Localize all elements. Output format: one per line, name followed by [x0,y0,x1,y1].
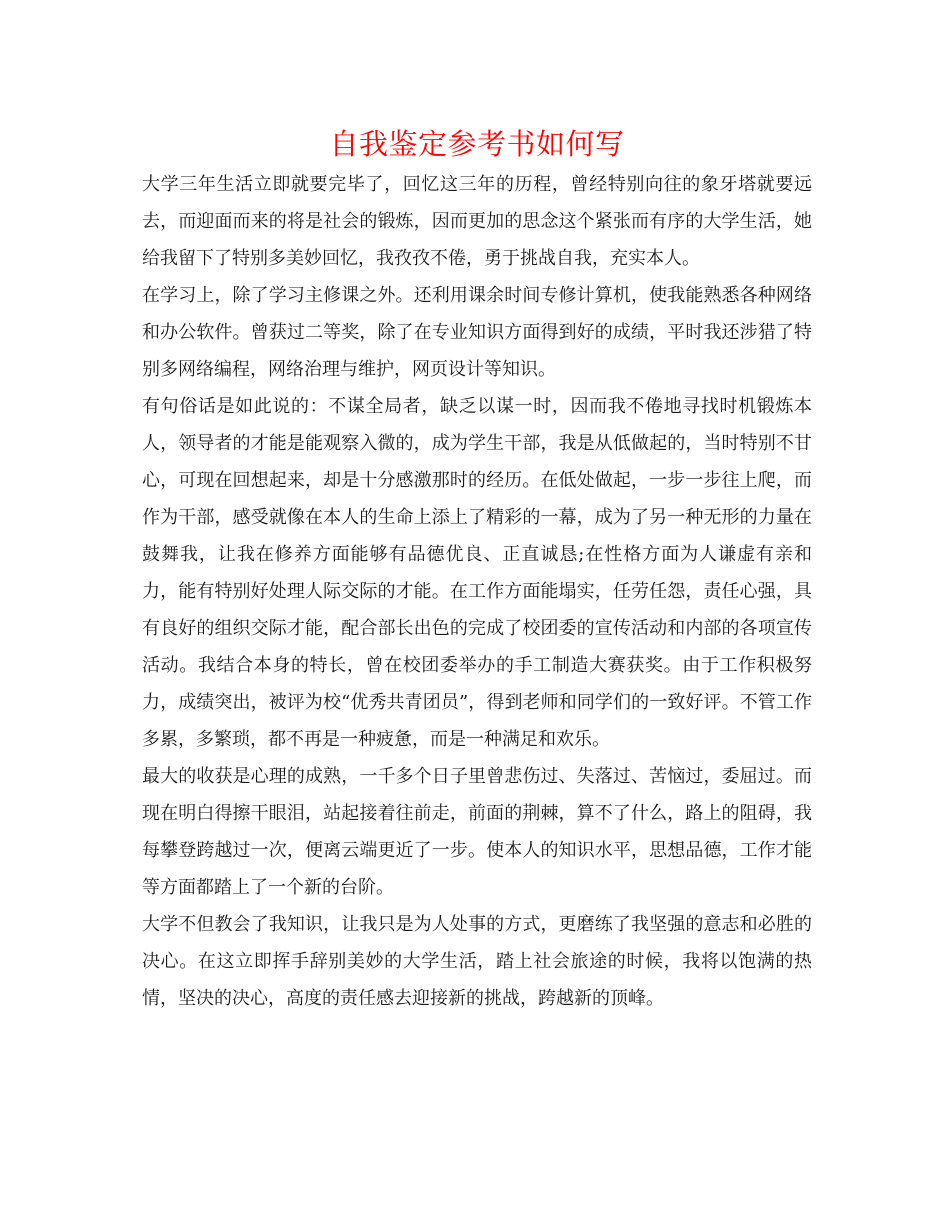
paragraph-conclusion: 大学不但教会了我知识，让我只是为人处事的方式，更磨练了我坚强的意志和必胜的决心。在这立即挥手辞别美妙的大学生活，踏上社会旅途的时候，我将以饱满的热情，坚决的决心，高度的责任感去迎接新的挑战，跨越新的顶峰。 [142,914,812,1009]
paragraph-intro: 大学三年生活立即就要完毕了，回忆这三年的历程，曾经特别向往的象牙塔就要远去，而迎面而来的将是社会的锻炼，因而更加的思念这个紧张而有序的大学生活，她给我留下了特别多美妙回忆，我孜孜不倦，勇于挑战自我，充实本人。 [142,174,812,269]
paragraph-growth: 最大的收获是心理的成熟，一千多个日子里曾悲伤过、失落过、苦恼过，委屈过。而现在明白得擦干眼泪，站起接着往前走，前面的荆棘，算不了什么，路上的阻碍，我每攀登跨越过一次，便离云端更近了一步。使本人的知识水平，思想品德，工作才能等方面都踏上了一个新的台阶。 [142,766,812,898]
paragraph-study: 在学习上，除了学习主修课之外。还利用课余时间专修计算机，使我能熟悉各种网络和办公软件。曾获过二等奖，除了在专业知识方面得到好的成绩，平时我还涉猎了特别多网络编程，网络治理与维护，网页设计等知识。 [142,285,812,380]
document-title: 自我鉴定参考书如何写 [329,127,625,161]
document-content [142,122,812,1017]
paragraph-leadership: 有句俗话是如此说的：不谋全局者，缺乏以谋一时，因而我不倦地寻找时机锻炼本人，领导者的才能是能观察入微的，成为学生干部，我是从低做起的，当时特别不甘心，可现在回想起来，却是十分感激那时的经历。在低处做起，一步一步往上爬，而作为干部，感受就像在本人的生命上添上了精彩的一幕，成为了另一种无形的力量在鼓舞我，让我在修养方面能够有品德优良、正直诚恳;在性格方面为人谦虚有亲和力，能有特别好处理人际交际的才能。在工作方面能塌实，任劳任怨，责任心强，具有良好的组织交际才能，配合部长出色的完成了校团委的宣传活动和内部的各项宣传活动。我结合本身的特长，曾在校团委举办的手工制造大赛获奖。由于工作积极努力，成绩突出，被评为校“优秀共青团员”，得到老师和同学们的一致好评。不管工作多累，多繁琐，都不再是一种疲惫，而是一种满足和欢乐。 [142,396,812,750]
